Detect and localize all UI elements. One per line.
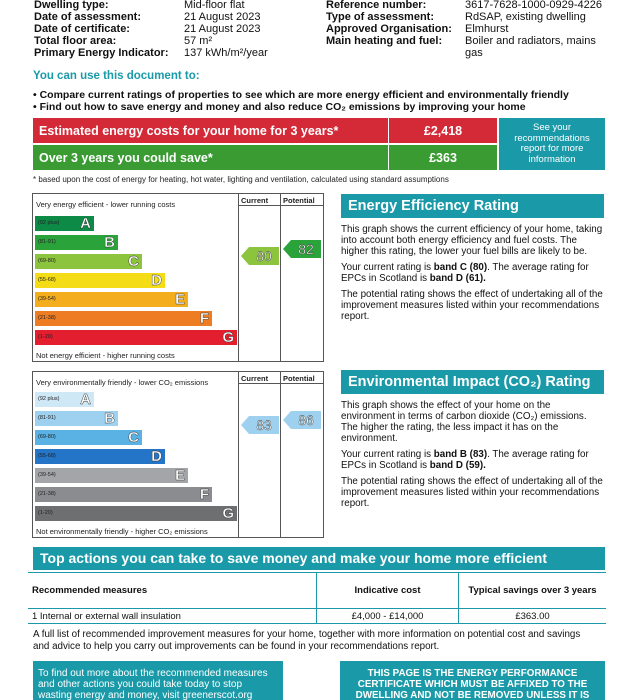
estimated-costs-row (33, 118, 388, 143)
info-label: Dwelling type: (34, 0, 109, 11)
bullet-item: • Compare current ratings of properties to see which are more energy efficient and environmentally friendly (33, 89, 569, 101)
info-row (326, 35, 631, 47)
info-value: 21 August 2023 (184, 23, 261, 35)
env-band-g: (1-20) G (35, 506, 237, 521)
unfriendly-label: Not environmentally friendly - higher CO₂ emissions (36, 527, 208, 536)
efficient-label: Very energy efficient - lower running costs (36, 200, 176, 209)
env-potential-value: 86 (298, 412, 314, 428)
env-p3: The potential rating shows the effect of undertaking all of the improvement measures listed within your recommendations report. (341, 476, 603, 509)
energy-rating-text (341, 224, 605, 327)
see-report-box (499, 118, 605, 170)
env-band-a: (92 plus) A (35, 392, 94, 407)
info-value: 57 m² (184, 35, 213, 47)
inefficient-label: Not energy efficient - higher running costs (36, 351, 175, 360)
info-label: Date of assessment: (34, 11, 141, 23)
info-value: RdSAP, existing dwelling (465, 11, 586, 23)
info-value: Boiler and radiators, mains (465, 35, 596, 47)
info-right (326, 0, 631, 59)
costs-footnote: * based upon the cost of energy for heating, hot water, lighting and ventilation, calculated using standard assumptions (33, 175, 449, 184)
col-savings: Typical savings over 3 years (459, 573, 607, 609)
measures-table (28, 572, 606, 624)
col-potential-label: Potential (283, 196, 315, 205)
info-value: gas (465, 47, 483, 59)
actions-note: A full list of recommended improvement measures for your home, together with more information on potential cost and savings and advice to help you carry out improvements can be found in your recommendations report. (33, 629, 581, 652)
friendly-label: Very environmentally friendly - lower CO₂ emissions (36, 378, 209, 387)
info-label: Primary Energy Indicator: (34, 47, 169, 59)
footer-notice-text: THIS PAGE IS THE ENERGY PERFORMANCE CERTIFICATE WHICH MUST BE AFFIXED TO THE DWELLING AND NOT BE REMOVED UNLESS IT IS (355, 668, 590, 700)
band-d: (55-68) D (35, 273, 165, 288)
estimated-costs-label: Estimated energy costs for your home for 3 years* (39, 123, 339, 138)
band-e: (39-54) E (35, 292, 188, 307)
save-label: Over 3 years you could save* (39, 150, 213, 165)
band-a: (92 plus) A (35, 216, 94, 231)
info-row (34, 35, 324, 47)
info-row (34, 11, 324, 23)
info-row (326, 47, 631, 59)
bullet-list (33, 89, 633, 113)
env-current-value: 83 (256, 417, 272, 433)
band-b: (81-91) B (35, 235, 118, 250)
footer-notice-box (340, 661, 605, 700)
info-left (34, 0, 324, 59)
col-current-label: Current (241, 196, 269, 205)
band-f: (21-38) F (35, 311, 212, 326)
measure-name: 1 Internal or external wall insulation (28, 609, 317, 624)
footer-info-text: To find out more about the recommended measures and other actions you could take today to stop wasting energy and money, visit greenerscot.org (38, 668, 268, 700)
info-row (34, 0, 324, 11)
info-label: Total floor area: (34, 35, 117, 47)
info-value: Elmhurst (465, 23, 509, 35)
energy-rating-heading: Energy Efficiency Rating (341, 194, 604, 218)
env-band-c: (69-80) C (35, 430, 142, 445)
env-rating-text (341, 400, 605, 514)
col-potential-label: Potential (283, 374, 315, 383)
env-band-f: (21-38) F (35, 487, 212, 502)
col-current-label: Current (241, 374, 269, 383)
env-band-e: (39-54) E (35, 468, 188, 483)
energy-p2: Your current rating is band C (80). The average rating for EPCs in Scotland is band D (61). (341, 262, 589, 284)
footer-info-box (33, 661, 283, 700)
use-heading: You can use this document to: (33, 70, 200, 82)
info-row (326, 0, 631, 11)
info-row (326, 23, 631, 35)
energy-rating-graph (32, 193, 324, 362)
bullet-text: Compare current ratings of properties to see which are more energy efficient and environmentally friendly (39, 89, 569, 101)
info-label: Reference number: (326, 0, 427, 11)
energy-p1: This graph shows the current efficiency of your home, taking into account both energy efficiency and fuel costs. The higher this rating, the lower your fuel bills are likely to be. (341, 224, 603, 257)
band-c: (69-80) C (35, 254, 142, 269)
col-measures: Recommended measures (28, 573, 317, 609)
estimated-costs-value-cell (389, 118, 497, 143)
measure-cost: £4,000 - £14,000 (317, 609, 459, 624)
bullet-item: • Find out how to save energy and money and also reduce CO₂ emissions by improving your home (33, 101, 526, 113)
info-row (34, 23, 324, 35)
info-label: Date of certificate: (34, 23, 130, 35)
save-row (33, 145, 388, 170)
info-row (34, 47, 324, 59)
info-row (326, 11, 631, 23)
info-value: Mid-floor flat (184, 0, 245, 11)
save-value-cell (389, 145, 497, 170)
save-value: £363 (429, 150, 457, 165)
env-rating-graph (32, 371, 324, 538)
info-label: Type of assessment: (326, 11, 435, 23)
measure-saving: £363.00 (459, 609, 607, 624)
actions-heading: Top actions you can take to save money and make your home more efficient (33, 547, 605, 570)
potential-rating-value: 82 (298, 241, 314, 257)
info-label: Main heating and fuel: (326, 35, 443, 47)
env-band-b: (81-91) B (35, 411, 118, 426)
env-rating-heading: Environmental Impact (CO₂) Rating (341, 370, 604, 394)
see-report-text: See your recommendations report for more information (514, 122, 590, 165)
env-band-d: (55-68) D (35, 449, 165, 464)
band-g: (1-20) G (35, 330, 237, 345)
info-value: 21 August 2023 (184, 11, 261, 23)
estimated-costs-value: £2,418 (423, 123, 463, 138)
info-value: 3617-7628-1000-0929-4226 (465, 0, 603, 11)
env-p1: This graph shows the effect of your home on the environment in terms of carbon dioxide (CO₂) emissions. The higher the rating, the less impact it has on the environment. (341, 400, 587, 444)
info-value: 137 kWh/m²/year (184, 47, 268, 59)
current-rating-value: 80 (256, 248, 272, 264)
info-label: Approved Organisation: (326, 23, 452, 35)
env-p2: Your current rating is band B (83). The average rating for EPCs in Scotland is band D (59). (341, 449, 589, 471)
info-label (326, 47, 465, 59)
energy-p3: The potential rating shows the effect of undertaking all of the improvement measures listed within your recommendations report. (341, 289, 603, 322)
col-cost: Indicative cost (317, 573, 459, 609)
bullet-text: Find out how to save energy and money and also reduce CO₂ emissions by improving your home (39, 101, 526, 113)
